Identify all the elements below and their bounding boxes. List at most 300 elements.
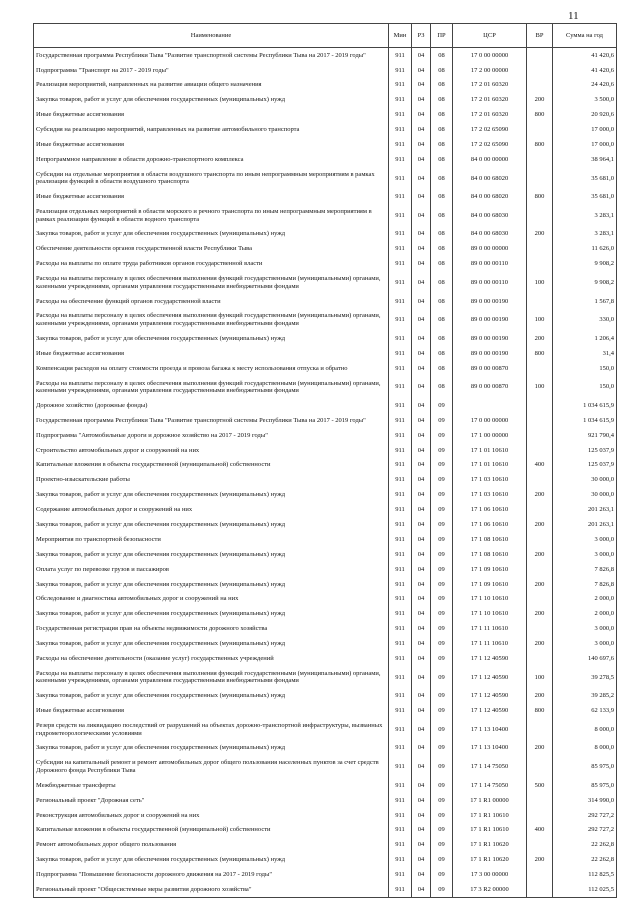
cell-vr — [527, 622, 553, 637]
cell-rz: 04 — [412, 607, 431, 622]
cell-rz: 04 — [412, 651, 431, 666]
cell-vr — [527, 532, 553, 547]
cell-csr: 17 1 12 40590 — [453, 666, 527, 688]
table-row — [34, 242, 617, 257]
table-row — [34, 867, 617, 882]
cell-name: Государственная программа Республики Тыва "Развитие транспортной системы Республики Тыва на 2017 - 2019 годы" — [34, 413, 389, 428]
table-row — [34, 607, 617, 622]
cell-name: Реконструкция автомобильных дорог и сооружений на них — [34, 808, 389, 823]
cell-min: 911 — [389, 607, 412, 622]
cell-vr: 800 — [527, 704, 553, 719]
cell-pr: 09 — [431, 443, 453, 458]
cell-name: Субсидии на капитальный ремонт и ремонт автомобильных дорог общего пользования населенных пунктов за счет средств Дорожного фонда Республики Тыва — [34, 756, 389, 778]
cell-name: Строительство автомобильных дорог и сооружений на них — [34, 443, 389, 458]
cell-rz: 04 — [412, 592, 431, 607]
table-row — [34, 152, 617, 167]
table-row — [34, 271, 617, 293]
cell-vr — [527, 718, 553, 740]
cell-name: Капитальные вложения в объекты государственной (муниципальной) собственности — [34, 823, 389, 838]
cell-pr: 09 — [431, 622, 453, 637]
cell-csr: 17 1 10 10610 — [453, 592, 527, 607]
cell-sum: 39 278,5 — [553, 666, 617, 688]
cell-sum: 22 262,8 — [553, 853, 617, 868]
cell-rz: 04 — [412, 778, 431, 793]
cell-name: Непрограммное направление в области дорожно-транспортного комплекса — [34, 152, 389, 167]
cell-name: Закупка товаров, работ и услуг для обеспечения государственных (муниципальных) нужд — [34, 227, 389, 242]
cell-name: Проектно-изыскательские работы — [34, 473, 389, 488]
cell-sum: 41 420,6 — [553, 63, 617, 78]
cell-vr: 100 — [527, 376, 553, 398]
cell-name: Закупка товаров, работ и услуг для обеспечения государственных (муниципальных) нужд — [34, 689, 389, 704]
cell-vr — [527, 793, 553, 808]
cell-rz: 04 — [412, 502, 431, 517]
table-row — [34, 853, 617, 868]
cell-name: Государственная регистрация прав на объекты недвижимости дорожного хозяйства — [34, 622, 389, 637]
cell-csr: 17 2 01 60320 — [453, 108, 527, 123]
table-row — [34, 882, 617, 897]
cell-vr — [527, 122, 553, 137]
cell-rz: 04 — [412, 473, 431, 488]
cell-vr: 200 — [527, 636, 553, 651]
cell-min: 911 — [389, 532, 412, 547]
cell-min: 911 — [389, 488, 412, 503]
column-header-sum: Сумма на год — [553, 24, 617, 48]
cell-sum: 20 920,6 — [553, 108, 617, 123]
cell-min: 911 — [389, 718, 412, 740]
cell-min: 911 — [389, 48, 412, 63]
cell-rz: 04 — [412, 63, 431, 78]
cell-sum: 201 263,1 — [553, 502, 617, 517]
cell-csr: 17 1 R1 10620 — [453, 853, 527, 868]
cell-rz: 04 — [412, 361, 431, 376]
table-row — [34, 517, 617, 532]
cell-csr: 89 0 00 00110 — [453, 257, 527, 272]
table-row — [34, 838, 617, 853]
cell-sum: 921 790,4 — [553, 428, 617, 443]
cell-pr: 09 — [431, 689, 453, 704]
cell-rz: 04 — [412, 257, 431, 272]
cell-csr: 17 1 06 10610 — [453, 502, 527, 517]
cell-vr — [527, 361, 553, 376]
cell-min: 911 — [389, 242, 412, 257]
cell-csr: 17 1 03 10610 — [453, 473, 527, 488]
cell-vr: 800 — [527, 108, 553, 123]
cell-rz: 04 — [412, 167, 431, 189]
cell-csr: 17 1 14 75050 — [453, 756, 527, 778]
table-row — [34, 63, 617, 78]
cell-rz: 04 — [412, 443, 431, 458]
cell-min: 911 — [389, 309, 412, 331]
cell-vr: 200 — [527, 331, 553, 346]
cell-vr: 100 — [527, 666, 553, 688]
cell-name: Реализация отдельных мероприятий в области морского и речного транспорта по иным непрограммным мероприятиям в рамках реализации функций в области водного транспорта — [34, 204, 389, 226]
cell-pr: 09 — [431, 413, 453, 428]
cell-vr — [527, 48, 553, 63]
cell-csr: 17 1 R1 00000 — [453, 793, 527, 808]
cell-name: Закупка товаров, работ и услуг для обеспечения государственных (муниципальных) нужд — [34, 547, 389, 562]
cell-rz: 04 — [412, 376, 431, 398]
cell-sum: 35 681,0 — [553, 190, 617, 205]
cell-pr: 09 — [431, 473, 453, 488]
cell-csr: 84 0 00 68030 — [453, 227, 527, 242]
cell-sum: 9 908,2 — [553, 271, 617, 293]
cell-name: Межбюджетные трансферты — [34, 778, 389, 793]
cell-sum: 2 000,0 — [553, 607, 617, 622]
column-header-csr: ЦСР — [453, 24, 527, 48]
cell-rz: 04 — [412, 190, 431, 205]
cell-pr: 09 — [431, 532, 453, 547]
cell-name: Обследование и диагностика автомобильных дорог и сооружений на них — [34, 592, 389, 607]
table-row — [34, 502, 617, 517]
cell-rz: 04 — [412, 853, 431, 868]
table-row — [34, 592, 617, 607]
cell-min: 911 — [389, 562, 412, 577]
cell-min: 911 — [389, 867, 412, 882]
cell-min: 911 — [389, 78, 412, 93]
cell-name: Расходы на выплаты персоналу в целях обеспечения выполнения функций государственными (муниципальными) органами, казенными учреждениями, органами управления государственными внебюджетными фондами — [34, 271, 389, 293]
cell-vr: 200 — [527, 689, 553, 704]
cell-vr: 200 — [527, 607, 553, 622]
cell-rz: 04 — [412, 666, 431, 688]
cell-name: Региональный проект "Дорожная сеть" — [34, 793, 389, 808]
cell-name: Капитальные вложения в объекты государственной (муниципальной) собственности — [34, 458, 389, 473]
table-row — [34, 137, 617, 152]
table-row — [34, 622, 617, 637]
cell-rz: 04 — [412, 517, 431, 532]
cell-rz: 04 — [412, 122, 431, 137]
cell-rz: 04 — [412, 398, 431, 413]
cell-pr: 08 — [431, 93, 453, 108]
cell-csr: 84 0 00 68020 — [453, 190, 527, 205]
cell-pr: 09 — [431, 488, 453, 503]
cell-min: 911 — [389, 793, 412, 808]
cell-name: Закупка товаров, работ и услуг для обеспечения государственных (муниципальных) нужд — [34, 741, 389, 756]
cell-vr — [527, 562, 553, 577]
cell-name: Субсидия на реализацию мероприятий, направленных на развитие автомобильного транспорта — [34, 122, 389, 137]
cell-name: Подпрограмма "Транспорт на 2017 - 2019 годы" — [34, 63, 389, 78]
table-row — [34, 704, 617, 719]
cell-sum: 292 727,2 — [553, 808, 617, 823]
cell-min: 911 — [389, 346, 412, 361]
cell-pr: 09 — [431, 853, 453, 868]
cell-csr: 89 0 00 00190 — [453, 309, 527, 331]
cell-csr: 84 0 00 68020 — [453, 167, 527, 189]
table-row — [34, 823, 617, 838]
cell-csr: 17 2 00 00000 — [453, 63, 527, 78]
cell-rz: 04 — [412, 458, 431, 473]
cell-sum: 9 908,2 — [553, 257, 617, 272]
table-row — [34, 346, 617, 361]
cell-min: 911 — [389, 167, 412, 189]
cell-min: 911 — [389, 666, 412, 688]
cell-pr: 08 — [431, 48, 453, 63]
cell-pr: 08 — [431, 108, 453, 123]
table-row — [34, 122, 617, 137]
cell-sum: 38 964,1 — [553, 152, 617, 167]
cell-sum: 41 420,6 — [553, 48, 617, 63]
cell-min: 911 — [389, 756, 412, 778]
cell-csr: 89 0 00 00870 — [453, 376, 527, 398]
cell-vr: 800 — [527, 190, 553, 205]
cell-sum: 314 990,0 — [553, 793, 617, 808]
cell-rz: 04 — [412, 488, 431, 503]
cell-min: 911 — [389, 413, 412, 428]
cell-min: 911 — [389, 689, 412, 704]
cell-vr — [527, 443, 553, 458]
cell-vr: 200 — [527, 853, 553, 868]
table-row — [34, 473, 617, 488]
cell-rz: 04 — [412, 309, 431, 331]
cell-min: 911 — [389, 63, 412, 78]
cell-pr: 08 — [431, 122, 453, 137]
cell-sum: 292 727,2 — [553, 823, 617, 838]
table-row — [34, 227, 617, 242]
cell-min: 911 — [389, 331, 412, 346]
cell-min: 911 — [389, 152, 412, 167]
table-row — [34, 666, 617, 688]
cell-rz: 04 — [412, 204, 431, 226]
cell-min: 911 — [389, 577, 412, 592]
cell-vr — [527, 838, 553, 853]
cell-sum: 2 000,0 — [553, 592, 617, 607]
cell-pr: 08 — [431, 242, 453, 257]
cell-min: 911 — [389, 651, 412, 666]
cell-pr: 08 — [431, 346, 453, 361]
cell-vr: 200 — [527, 488, 553, 503]
table-row — [34, 78, 617, 93]
cell-pr: 09 — [431, 502, 453, 517]
cell-name: Расходы на выплаты персоналу в целях обеспечения выполнения функций государственными (муниципальными) органами, казенными учреждениями, органами управления государственными внебюджетными фондами — [34, 666, 389, 688]
cell-min: 911 — [389, 808, 412, 823]
cell-vr — [527, 294, 553, 309]
cell-min: 911 — [389, 853, 412, 868]
cell-min: 911 — [389, 882, 412, 897]
cell-csr: 17 1 11 10610 — [453, 636, 527, 651]
cell-pr: 08 — [431, 361, 453, 376]
cell-sum: 22 262,8 — [553, 838, 617, 853]
cell-csr: 17 3 R2 00000 — [453, 882, 527, 897]
cell-rz: 04 — [412, 78, 431, 93]
cell-csr — [453, 398, 527, 413]
cell-rz: 04 — [412, 562, 431, 577]
cell-sum: 201 263,1 — [553, 517, 617, 532]
table-row — [34, 376, 617, 398]
cell-rz: 04 — [412, 413, 431, 428]
cell-min: 911 — [389, 458, 412, 473]
cell-pr: 09 — [431, 823, 453, 838]
cell-pr: 08 — [431, 257, 453, 272]
cell-name: Расходы на обеспечение функций органов государственной власти — [34, 294, 389, 309]
cell-csr: 17 1 09 10610 — [453, 577, 527, 592]
cell-pr: 09 — [431, 398, 453, 413]
cell-csr: 89 0 00 00190 — [453, 331, 527, 346]
cell-vr — [527, 502, 553, 517]
cell-sum: 17 000,0 — [553, 122, 617, 137]
column-header-min: Мин — [389, 24, 412, 48]
column-header-pr: ПР — [431, 24, 453, 48]
cell-sum: 3 283,1 — [553, 227, 617, 242]
cell-sum: 1 206,4 — [553, 331, 617, 346]
cell-pr: 08 — [431, 152, 453, 167]
cell-csr: 17 1 11 10610 — [453, 622, 527, 637]
table-row — [34, 793, 617, 808]
cell-vr: 400 — [527, 823, 553, 838]
table-row — [34, 689, 617, 704]
table-row — [34, 257, 617, 272]
cell-name: Резерв средств на ликвидацию последствий от разрушений на объектах дорожно-транспортной инфраструктуры, вызванных гидрометеорологическими условиями — [34, 718, 389, 740]
cell-rz: 04 — [412, 294, 431, 309]
cell-min: 911 — [389, 473, 412, 488]
cell-pr: 09 — [431, 718, 453, 740]
cell-pr: 08 — [431, 331, 453, 346]
cell-sum: 85 975,0 — [553, 778, 617, 793]
cell-csr: 17 1 R1 10620 — [453, 838, 527, 853]
cell-rz: 04 — [412, 741, 431, 756]
cell-name: Иные бюджетные ассигнования — [34, 346, 389, 361]
cell-sum: 62 133,9 — [553, 704, 617, 719]
cell-min: 911 — [389, 517, 412, 532]
cell-vr — [527, 204, 553, 226]
cell-sum: 8 000,0 — [553, 741, 617, 756]
table-row — [34, 48, 617, 63]
cell-name: Расходы на выплаты по оплате труда работников органов государственной власти — [34, 257, 389, 272]
cell-pr: 09 — [431, 704, 453, 719]
cell-csr: 89 0 00 00190 — [453, 294, 527, 309]
cell-name: Компенсация расходов на оплату стоимости проезда и провоза багажа к месту использования отпуска и обратно — [34, 361, 389, 376]
table-row — [34, 204, 617, 226]
cell-csr: 17 2 01 60320 — [453, 93, 527, 108]
cell-pr: 08 — [431, 309, 453, 331]
cell-min: 911 — [389, 704, 412, 719]
cell-rz: 04 — [412, 838, 431, 853]
cell-sum: 30 000,0 — [553, 488, 617, 503]
cell-pr: 09 — [431, 741, 453, 756]
cell-rz: 04 — [412, 704, 431, 719]
cell-csr: 17 3 00 00000 — [453, 867, 527, 882]
cell-vr: 200 — [527, 93, 553, 108]
cell-csr: 84 0 00 00000 — [453, 152, 527, 167]
cell-pr: 08 — [431, 376, 453, 398]
table-row — [34, 741, 617, 756]
cell-name: Иные бюджетные ассигнования — [34, 108, 389, 123]
column-header-vr: ВР — [527, 24, 553, 48]
table-row — [34, 398, 617, 413]
cell-csr: 17 1 00 00000 — [453, 428, 527, 443]
cell-min: 911 — [389, 108, 412, 123]
cell-name: Региональный проект "Общесистемные меры развития дорожного хозяйства" — [34, 882, 389, 897]
table-row — [34, 532, 617, 547]
cell-vr: 200 — [527, 547, 553, 562]
cell-sum: 125 037,9 — [553, 458, 617, 473]
cell-name: Закупка товаров, работ и услуг для обеспечения государственных (муниципальных) нужд — [34, 607, 389, 622]
cell-sum: 39 285,2 — [553, 689, 617, 704]
cell-sum: 140 697,6 — [553, 651, 617, 666]
cell-sum: 3 000,0 — [553, 547, 617, 562]
column-header-rz: РЗ — [412, 24, 431, 48]
cell-pr: 08 — [431, 78, 453, 93]
cell-min: 911 — [389, 227, 412, 242]
cell-rz: 04 — [412, 793, 431, 808]
table-row — [34, 190, 617, 205]
table-row — [34, 93, 617, 108]
cell-vr — [527, 242, 553, 257]
cell-pr: 09 — [431, 778, 453, 793]
table-row — [34, 331, 617, 346]
cell-vr: 100 — [527, 309, 553, 331]
cell-min: 911 — [389, 592, 412, 607]
table-row — [34, 636, 617, 651]
cell-min: 911 — [389, 823, 412, 838]
cell-sum: 1 034 615,9 — [553, 413, 617, 428]
cell-pr: 09 — [431, 592, 453, 607]
cell-name: Субсидии на отдельные мероприятия в области воздушного транспорта по иным непрограммным мероприятиям в рамках реализации функций в области воздушного транспорта — [34, 167, 389, 189]
cell-name: Оплата услуг по перевозке грузов и пассажиров — [34, 562, 389, 577]
cell-rz: 04 — [412, 137, 431, 152]
cell-min: 911 — [389, 361, 412, 376]
cell-min: 911 — [389, 502, 412, 517]
cell-rz: 04 — [412, 622, 431, 637]
table-row — [34, 294, 617, 309]
cell-csr: 17 0 00 00000 — [453, 413, 527, 428]
cell-sum: 8 000,0 — [553, 718, 617, 740]
cell-name: Закупка товаров, работ и услуг для обеспечения государственных (муниципальных) нужд — [34, 636, 389, 651]
cell-csr: 17 1 09 10610 — [453, 562, 527, 577]
table-row — [34, 458, 617, 473]
cell-sum: 11 626,0 — [553, 242, 617, 257]
cell-min: 911 — [389, 204, 412, 226]
cell-vr: 200 — [527, 517, 553, 532]
cell-vr — [527, 882, 553, 897]
cell-min: 911 — [389, 137, 412, 152]
cell-rz: 04 — [412, 242, 431, 257]
cell-vr — [527, 257, 553, 272]
cell-csr: 17 1 13 10400 — [453, 741, 527, 756]
cell-name: Иные бюджетные ассигнования — [34, 704, 389, 719]
cell-rz: 04 — [412, 547, 431, 562]
cell-csr: 17 2 01 60320 — [453, 78, 527, 93]
cell-rz: 04 — [412, 48, 431, 63]
cell-csr: 17 1 08 10610 — [453, 547, 527, 562]
cell-rz: 04 — [412, 756, 431, 778]
budget-table — [33, 23, 617, 898]
cell-name: Содержание автомобильных дорог и сооружений на них — [34, 502, 389, 517]
cell-pr: 09 — [431, 756, 453, 778]
cell-vr — [527, 808, 553, 823]
cell-name: Расходы на выплаты персоналу в целях обеспечения выполнения функций государственными (муниципальными) органами, казенными учреждениями, органами управления государственными внебюджетными фондами — [34, 376, 389, 398]
cell-name: Иные бюджетные ассигнования — [34, 137, 389, 152]
cell-rz: 04 — [412, 718, 431, 740]
cell-name: Дорожное хозяйство (дорожные фонды) — [34, 398, 389, 413]
cell-vr — [527, 63, 553, 78]
cell-rz: 04 — [412, 271, 431, 293]
cell-name: Обеспечение деятельности органов государственной власти Республики Тыва — [34, 242, 389, 257]
cell-sum: 3 283,1 — [553, 204, 617, 226]
cell-pr: 09 — [431, 838, 453, 853]
cell-min: 911 — [389, 778, 412, 793]
cell-pr: 09 — [431, 808, 453, 823]
cell-pr: 09 — [431, 562, 453, 577]
cell-csr: 17 1 14 75050 — [453, 778, 527, 793]
cell-csr: 17 1 R1 10610 — [453, 808, 527, 823]
cell-csr: 17 1 R1 10610 — [453, 823, 527, 838]
cell-rz: 04 — [412, 882, 431, 897]
cell-csr: 17 1 12 40590 — [453, 689, 527, 704]
cell-csr: 17 1 03 10610 — [453, 488, 527, 503]
cell-pr: 09 — [431, 607, 453, 622]
cell-vr: 800 — [527, 137, 553, 152]
cell-pr: 09 — [431, 547, 453, 562]
table-row — [34, 547, 617, 562]
